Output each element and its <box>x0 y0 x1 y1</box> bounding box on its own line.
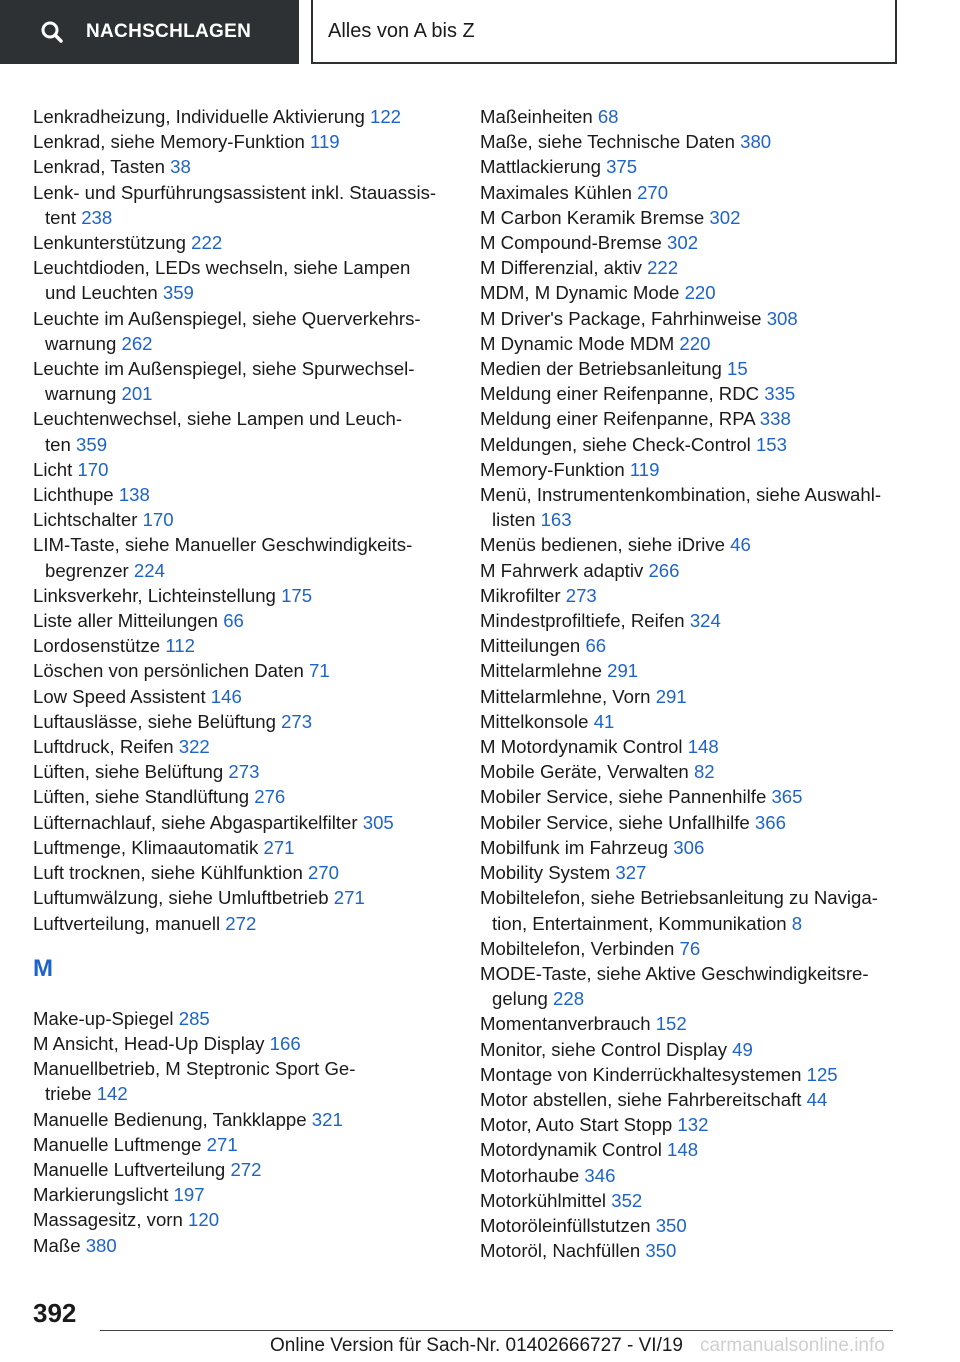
entry-text: Motoröl, Nachfüllen <box>480 1240 641 1262</box>
entry-text: Luftmenge, Klimaautomatik <box>33 836 259 858</box>
entry-text: Motoröleinfüllstutzen <box>480 1214 651 1236</box>
entry-text: M Motordynamik Control <box>480 736 683 758</box>
page-reference-link[interactable]: 125 <box>806 1063 838 1085</box>
index-entry <box>480 936 920 961</box>
entry-text-continued: warnung <box>45 332 117 354</box>
index-entry <box>33 911 453 936</box>
page-reference-link[interactable]: 338 <box>759 408 791 430</box>
entry-text: Momentanverbrauch <box>480 1013 651 1035</box>
page-reference-link[interactable]: 350 <box>655 1214 687 1236</box>
page-reference-link[interactable]: 142 <box>96 1083 128 1105</box>
index-entry <box>33 356 453 406</box>
entry-text: Luftdruck, Reifen <box>33 736 174 758</box>
page-reference-link[interactable]: 273 <box>565 584 597 606</box>
entry-text: Lordosenstütze <box>33 635 161 657</box>
entry-text: M Ansicht, Head-Up Display <box>33 1032 265 1054</box>
index-entry <box>33 1056 453 1106</box>
index-entry <box>33 860 453 885</box>
page-reference-link[interactable]: 68 <box>597 106 619 127</box>
page-reference-link[interactable]: 220 <box>679 332 711 354</box>
index-entry <box>480 784 920 809</box>
entry-text: Leuchte im Außenspiegel, siehe Spurwechsel- <box>33 358 415 380</box>
index-entry <box>480 961 920 1011</box>
entry-text-continued: tion, Entertainment, Kommunikation <box>492 912 787 934</box>
index-entry <box>480 1213 920 1238</box>
section-tab[interactable] <box>0 0 299 64</box>
index-entry <box>480 104 920 129</box>
entry-text: Luft trocknen, siehe Kühlfunktion <box>33 862 303 884</box>
page-reference-link[interactable]: 352 <box>611 1189 643 1211</box>
page-reference-link[interactable]: 380 <box>740 131 772 153</box>
page-reference-link[interactable]: 271 <box>206 1133 238 1155</box>
section-label: NACHSCHLAGEN <box>86 21 252 42</box>
entry-text: Maße, siehe Technische Daten <box>480 131 735 153</box>
index-entry <box>480 280 920 305</box>
page-reference-link[interactable]: 350 <box>645 1240 677 1262</box>
page-reference-link[interactable]: 375 <box>606 156 638 178</box>
index-entry <box>480 1112 920 1137</box>
page-reference-link[interactable]: 272 <box>225 912 257 934</box>
page-reference-link[interactable]: 148 <box>687 736 719 758</box>
page-reference-link[interactable]: 302 <box>709 206 741 228</box>
index-entry <box>480 608 920 633</box>
index-entry <box>480 129 920 154</box>
entry-text: Mobility System <box>480 862 611 884</box>
page-reference-link[interactable]: 170 <box>142 509 174 531</box>
entry-text: Mittelkonsole <box>480 710 589 732</box>
page-reference-link[interactable]: 228 <box>553 988 585 1010</box>
page-reference-link[interactable]: 119 <box>629 458 660 480</box>
entry-text-continued: und Leuchten <box>45 282 158 304</box>
page-reference-link[interactable]: 366 <box>754 811 786 833</box>
entry-text: Motor abstellen, siehe Fahrbereitschaft <box>480 1088 802 1110</box>
entry-text: Make-up-Spiegel <box>33 1007 174 1029</box>
entry-text: Medien der Betriebsanleitung <box>480 358 722 380</box>
index-entry <box>33 1182 453 1207</box>
index-entry <box>33 129 453 154</box>
entry-text-continued: tent <box>45 206 77 228</box>
entry-text: Mikrofilter <box>480 584 561 606</box>
page-reference-link[interactable]: 132 <box>677 1114 709 1136</box>
page-reference-link[interactable]: 66 <box>585 635 607 657</box>
index-entry <box>480 532 920 557</box>
entry-text: MDM, M Dynamic Mode <box>480 282 680 304</box>
page-reference-link[interactable]: 266 <box>648 559 680 581</box>
index-entry <box>33 608 453 633</box>
page-reference-link[interactable]: 15 <box>727 358 748 380</box>
chapter-header <box>311 0 897 64</box>
entry-text: Lenkradheizung, Individuelle Aktivierung <box>33 106 365 127</box>
chapter-title: Alles von A bis Z <box>328 19 475 42</box>
page-reference-link[interactable]: 153 <box>755 433 787 455</box>
index-entry <box>33 1233 453 1258</box>
index-entry <box>480 1137 920 1162</box>
entry-text: Maßeinheiten <box>480 106 593 127</box>
index-entry <box>33 835 453 860</box>
page-reference-link[interactable]: 8 <box>791 912 803 934</box>
index-entry <box>33 457 453 482</box>
index-entry <box>480 558 920 583</box>
index-entry <box>33 1132 453 1157</box>
index-entry <box>33 1006 453 1031</box>
index-entry <box>480 482 920 532</box>
entry-text: Lüfternachlauf, siehe Abgaspartikelfilter <box>33 811 358 833</box>
index-entry <box>480 1188 920 1213</box>
page-reference-link[interactable]: 170 <box>77 458 109 480</box>
index-entry <box>480 885 920 935</box>
entry-text: Markierungslicht <box>33 1184 169 1206</box>
page-reference-link[interactable]: 359 <box>76 433 108 455</box>
page-reference-link[interactable]: 120 <box>188 1209 220 1231</box>
entry-text: Manuelle Bedienung, Tankklappe <box>33 1108 307 1130</box>
page-reference-link[interactable]: 327 <box>615 862 647 884</box>
entry-text: Leuchtdioden, LEDs wechseln, siehe Lampen <box>33 257 411 279</box>
page-reference-link[interactable]: 380 <box>85 1234 117 1256</box>
page-reference-link[interactable]: 66 <box>223 610 244 632</box>
page-reference-link[interactable]: 148 <box>667 1139 699 1161</box>
entry-text: Licht <box>33 458 73 480</box>
entry-text: Monitor, siehe Control Display <box>480 1038 727 1060</box>
entry-text: Luftumwälzung, siehe Umluftbetrieb <box>33 887 329 909</box>
page-reference-link[interactable]: 119 <box>309 131 340 153</box>
index-entry <box>33 1031 453 1056</box>
entry-text: Motorhaube <box>480 1164 580 1186</box>
page-reference-link[interactable]: 276 <box>254 786 286 808</box>
page-reference-link[interactable]: 201 <box>121 383 153 405</box>
page-reference-link[interactable]: 271 <box>333 887 365 909</box>
index-entry <box>33 154 453 179</box>
entry-text: Mittelarmlehne, Vorn <box>480 685 651 707</box>
index-entry <box>480 1163 920 1188</box>
entry-text: Motorkühlmittel <box>480 1189 607 1211</box>
entry-text: Mobiltelefon, siehe Betriebsanleitung zu Naviga- <box>480 887 878 909</box>
index-entry <box>480 230 920 255</box>
entry-text: Mobiler Service, siehe Pannenhilfe <box>480 786 767 808</box>
index-entry <box>480 180 920 205</box>
entry-text: Liste aller Mitteilungen <box>33 610 219 632</box>
index-entry <box>480 835 920 860</box>
entry-text: Meldungen, siehe Check-Control <box>480 433 751 455</box>
index-entry <box>480 205 920 230</box>
entry-text: Motordynamik Control <box>480 1139 662 1161</box>
entry-text: M Differenzial, aktiv <box>480 257 642 279</box>
entry-text: Memory-Funktion <box>480 458 625 480</box>
entry-text: Motor, Auto Start Stopp <box>480 1114 673 1136</box>
index-column-right <box>480 104 920 1263</box>
page-reference-link[interactable]: 175 <box>281 584 313 606</box>
index-letter-heading: M <box>33 954 53 982</box>
index-entry <box>480 583 920 608</box>
page-reference-link[interactable]: 197 <box>173 1184 205 1206</box>
index-entry <box>33 230 453 255</box>
index-entry <box>33 1157 453 1182</box>
entry-text-continued: triebe <box>45 1083 92 1105</box>
index-entry <box>33 583 453 608</box>
index-entry <box>480 810 920 835</box>
page-reference-link[interactable]: 44 <box>806 1088 828 1110</box>
page-reference-link[interactable]: 262 <box>121 332 153 354</box>
page-reference-link[interactable]: 291 <box>607 660 639 682</box>
entry-text-continued: gelung <box>492 988 548 1010</box>
page-reference-link[interactable]: 138 <box>118 484 150 506</box>
entry-text: Leuchte im Außenspiegel, siehe Querverkehrs- <box>33 307 421 329</box>
index-entry <box>33 532 453 582</box>
index-entry <box>480 255 920 280</box>
index-entry <box>33 885 453 910</box>
index-entry <box>480 734 920 759</box>
index-entry <box>480 709 920 734</box>
page-reference-link[interactable]: 146 <box>210 685 242 707</box>
page-reference-link[interactable]: 76 <box>679 937 701 959</box>
entry-text: Lichthupe <box>33 484 114 506</box>
index-entry <box>33 180 453 230</box>
page-reference-link[interactable]: 238 <box>81 206 113 228</box>
index-entry <box>480 633 920 658</box>
page-reference-link[interactable]: 346 <box>584 1164 616 1186</box>
page-reference-link[interactable]: 270 <box>637 181 669 203</box>
index-entry <box>480 356 920 381</box>
entry-text: Maße <box>33 1234 81 1256</box>
entry-text: Mobile Geräte, Verwalten <box>480 761 689 783</box>
entry-text: Maximales Kühlen <box>480 181 632 203</box>
page-reference-link[interactable]: 222 <box>647 257 679 279</box>
index-entry <box>480 1238 920 1263</box>
page-reference-link[interactable]: 122 <box>369 106 402 127</box>
entry-text-continued: listen <box>492 509 536 531</box>
index-entry <box>480 1011 920 1036</box>
entry-text: Lenkrad, siehe Memory-Funktion <box>33 131 305 153</box>
entry-text: Meldung einer Reifenpanne, RPA <box>480 408 755 430</box>
page-reference-link[interactable]: 335 <box>764 383 796 405</box>
page-reference-link[interactable]: 163 <box>540 509 572 531</box>
index-entry <box>480 759 920 784</box>
entry-text: Mobiler Service, siehe Unfallhilfe <box>480 811 750 833</box>
page-reference-link[interactable]: 222 <box>191 232 223 254</box>
index-entry <box>480 406 920 431</box>
entry-text: Menü, Instrumentenkombination, siehe Auswahl- <box>480 484 882 506</box>
index-entry <box>480 154 920 179</box>
entry-text: MODE-Taste, siehe Aktive Geschwindigkeitsre- <box>480 962 869 984</box>
index-entry <box>33 507 453 532</box>
entry-text: Massagesitz, vorn <box>33 1209 183 1231</box>
index-entry <box>33 658 453 683</box>
page-reference-link[interactable]: 359 <box>162 282 194 304</box>
entry-text: Lenkunterstützung <box>33 232 186 254</box>
entry-text: Luftauslässe, siehe Belüftung <box>33 710 276 732</box>
entry-text: Mitteilungen <box>480 635 581 657</box>
page-reference-link[interactable]: 152 <box>655 1013 687 1035</box>
online-version-note: Online Version für Sach-Nr. 01402666727 - VI/19 <box>270 1335 683 1356</box>
page-reference-link[interactable]: 322 <box>178 736 210 758</box>
index-entry <box>33 482 453 507</box>
entry-text: Lenk- und Spurführungsassistent inkl. Stauassis- <box>33 181 437 203</box>
page-reference-link[interactable]: 166 <box>269 1032 301 1054</box>
index-entry <box>33 784 453 809</box>
index-entry <box>480 1087 920 1112</box>
page-reference-link[interactable]: 308 <box>766 307 798 329</box>
index-entry <box>480 331 920 356</box>
watermark: carmanualsonline.info <box>700 1335 885 1356</box>
index-column-left <box>33 104 453 1258</box>
entry-text: M Compound-Bremse <box>480 232 662 254</box>
entry-text: Mobilfunk im Fahrzeug <box>480 836 669 858</box>
entry-text-continued: ten <box>45 433 71 455</box>
entry-text: Meldung einer Reifenpanne, RDC <box>480 383 760 405</box>
entry-text-continued: begrenzer <box>45 559 129 581</box>
page-reference-link[interactable]: 41 <box>593 710 615 732</box>
page-reference-link[interactable]: 220 <box>684 282 716 304</box>
entry-text: Linksverkehr, Lichteinstellung <box>33 584 276 606</box>
entry-text: Montage von Kinderrückhaltesystemen <box>480 1063 802 1085</box>
index-entry <box>480 860 920 885</box>
entry-text: Lüften, siehe Belüftung <box>33 761 224 783</box>
index-entry <box>480 306 920 331</box>
page-reference-link[interactable]: 270 <box>307 862 339 884</box>
page-reference-link[interactable]: 272 <box>230 1158 262 1180</box>
page-reference-link[interactable]: 365 <box>771 786 803 808</box>
index-entry <box>33 633 453 658</box>
index-entry <box>33 104 453 129</box>
page-number: 392 <box>33 1298 77 1328</box>
page-reference-link[interactable]: 82 <box>693 761 715 783</box>
index-entry <box>480 381 920 406</box>
entry-text: M Dynamic Mode MDM <box>480 332 675 354</box>
entry-text: M Driver's Package, Fahrhinweise <box>480 307 762 329</box>
entry-text: Mindestprofiltiefe, Reifen <box>480 610 685 632</box>
index-entry <box>33 1107 453 1132</box>
index-entry <box>33 1207 453 1232</box>
search-icon <box>40 19 66 45</box>
index-entry <box>480 1037 920 1062</box>
page-reference-link[interactable]: 46 <box>730 534 751 556</box>
page-reference-link[interactable]: 112 <box>165 635 195 657</box>
footer-divider <box>100 1330 893 1331</box>
entry-text: M Fahrwerk adaptiv <box>480 559 644 581</box>
page-reference-link[interactable]: 324 <box>689 610 721 632</box>
entry-text: Luftverteilung, manuell <box>33 912 221 934</box>
index-entry <box>480 432 920 457</box>
entry-text: Löschen von persönlichen Daten <box>33 660 304 682</box>
entry-text: Mittelarmlehne <box>480 660 602 682</box>
entry-text: Lichtschalter <box>33 509 138 531</box>
index-entry <box>480 1062 920 1087</box>
index-entry <box>480 457 920 482</box>
entry-text: Lenkrad, Tasten <box>33 156 165 178</box>
page-reference-link[interactable]: 71 <box>309 660 330 682</box>
index-entry <box>33 709 453 734</box>
index-entry <box>33 810 453 835</box>
entry-text: Mattlackierung <box>480 156 601 178</box>
index-entry <box>33 759 453 784</box>
page-reference-link[interactable]: 49 <box>732 1038 753 1060</box>
page-reference-link[interactable]: 271 <box>263 836 295 858</box>
page-reference-link[interactable]: 273 <box>228 761 260 783</box>
index-entry <box>480 684 920 709</box>
page-reference-link[interactable]: 38 <box>170 156 191 178</box>
entry-text: Mobiltelefon, Verbinden <box>480 937 675 959</box>
entry-text: LIM-Taste, siehe Manueller Geschwindigkeits- <box>33 534 413 556</box>
page-reference-link[interactable]: 224 <box>133 559 165 581</box>
page-reference-link[interactable]: 273 <box>281 710 313 732</box>
entry-text: Low Speed Assistent <box>33 685 206 707</box>
entry-text: Leuchtenwechsel, siehe Lampen und Leuch- <box>33 408 403 430</box>
entry-text: Lüften, siehe Standlüftung <box>33 786 250 808</box>
index-entry <box>33 406 453 456</box>
entry-text: Manuellbetrieb, M Steptronic Sport Ge- <box>33 1058 356 1080</box>
index-entry <box>33 734 453 759</box>
page-reference-link[interactable]: 305 <box>362 811 394 833</box>
index-entry <box>33 306 453 356</box>
entry-text: Manuelle Luftmenge <box>33 1133 202 1155</box>
page-reference-link[interactable]: 302 <box>667 232 699 254</box>
entry-text: Manuelle Luftverteilung <box>33 1158 226 1180</box>
page-reference-link[interactable]: 321 <box>311 1108 343 1130</box>
index-entry <box>33 255 453 305</box>
page-reference-link[interactable]: 306 <box>673 836 705 858</box>
index-entry <box>480 658 920 683</box>
entry-text: Menüs bedienen, siehe iDrive <box>480 534 725 556</box>
entry-text-continued: warnung <box>45 383 117 405</box>
page-reference-link[interactable]: 291 <box>655 685 687 707</box>
index-entry <box>33 684 453 709</box>
entry-text: M Carbon Keramik Bremse <box>480 206 705 228</box>
page-reference-link[interactable]: 285 <box>178 1007 210 1029</box>
